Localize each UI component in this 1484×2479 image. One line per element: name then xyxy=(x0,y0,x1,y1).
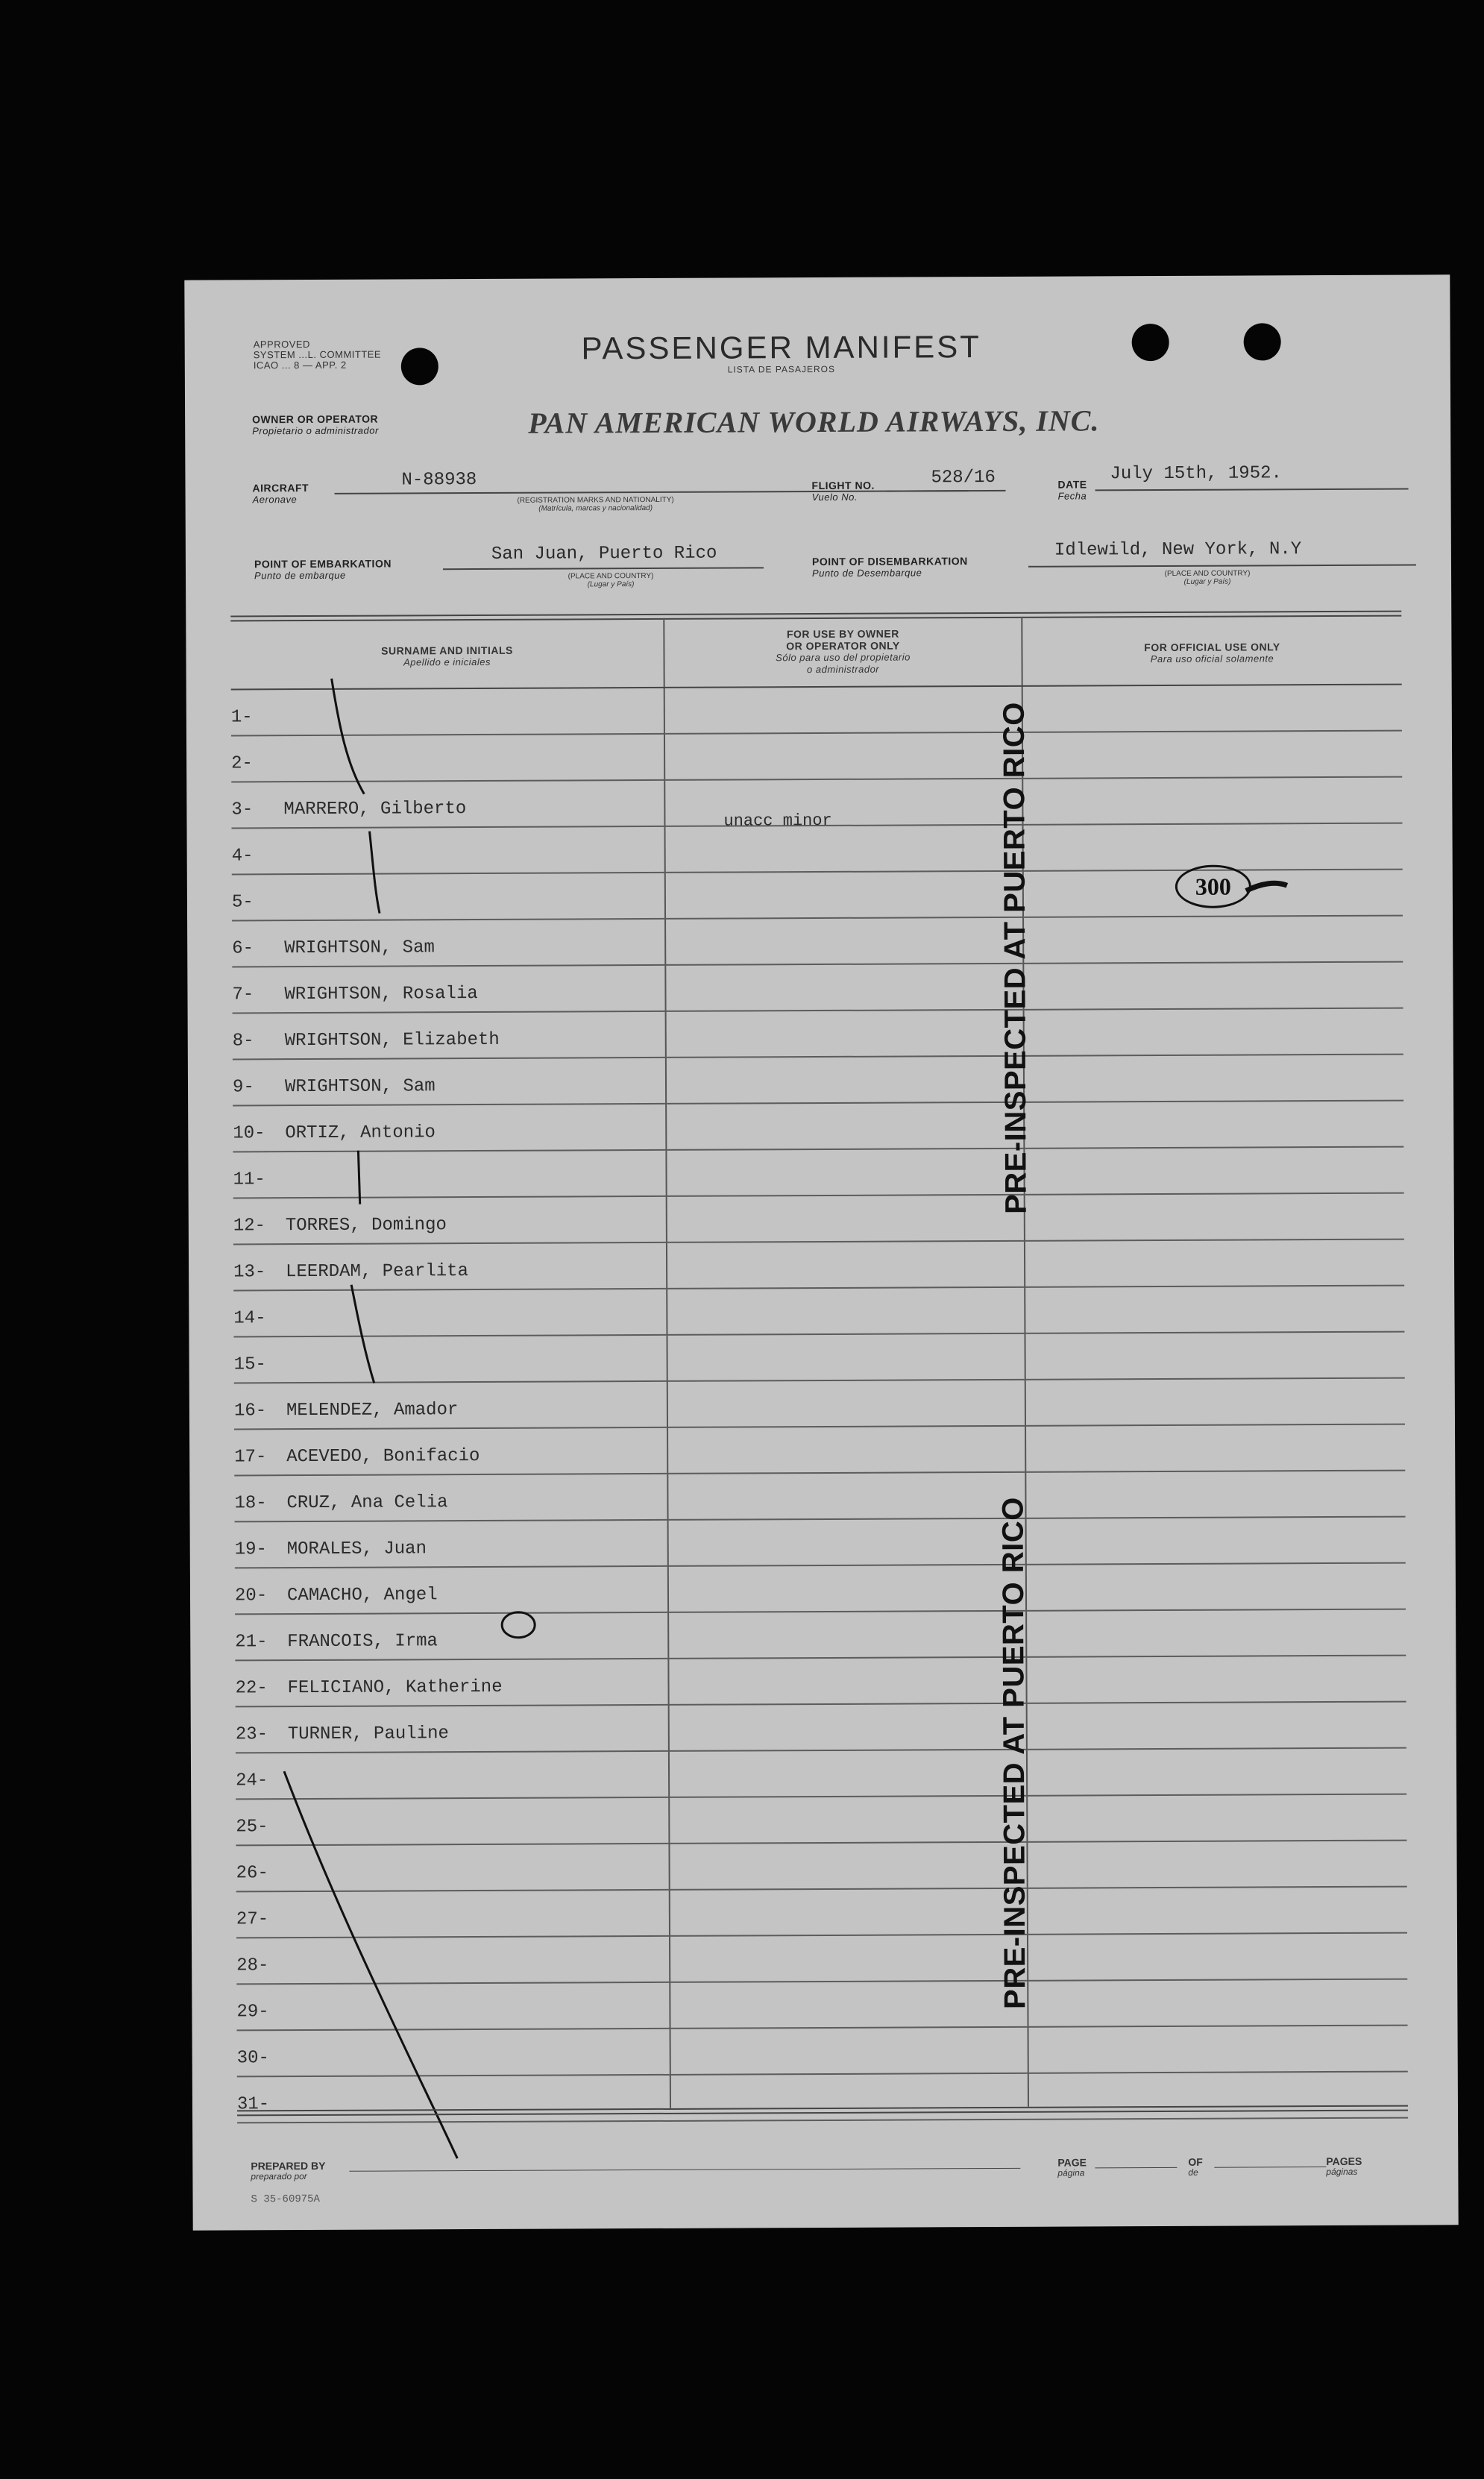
circled-official-number: 300 xyxy=(1175,864,1251,908)
pen-markings xyxy=(184,274,1458,2230)
row-number: 21- xyxy=(235,1632,268,1653)
row-number: 7- xyxy=(232,984,254,1005)
row-number: 26- xyxy=(236,1863,268,1884)
row-number: 23- xyxy=(235,1724,268,1745)
column-head-surname-en: SURNAME AND INITIALS xyxy=(381,644,513,657)
embark-label-es: Punto de embarque xyxy=(254,569,346,582)
row-number: 4- xyxy=(231,846,254,867)
document-subtitle: LISTA DE PASAJEROS xyxy=(727,363,835,375)
row-number: 22- xyxy=(235,1678,268,1699)
row-number: 15- xyxy=(233,1354,266,1375)
pages-label xyxy=(1326,2156,1362,2177)
row-number: 12- xyxy=(233,1216,266,1237)
row-number: 20- xyxy=(234,1586,268,1606)
of-label-es: de xyxy=(1188,2167,1198,2178)
embark-caption-en: (PLACE AND COUNTRY) xyxy=(567,571,654,581)
passenger-name: ACEVEDO, Bonifacio xyxy=(286,1446,480,1468)
disembark-label-en: POINT OF DISEMBARKATION xyxy=(811,555,968,568)
flight-label-en: FLIGHT NO. xyxy=(811,479,875,492)
date-label-en: DATE xyxy=(1057,478,1087,491)
passenger-name: TORRES, Domingo xyxy=(285,1215,447,1237)
aircraft-value: N-88938 xyxy=(401,470,477,491)
of-label-en: OF xyxy=(1188,2155,1203,2168)
row-number: 2- xyxy=(231,753,254,774)
preinspected-stamp-upper: PRE-INSPECTED AT PUERTO RICO xyxy=(997,702,1033,1214)
manifest-page xyxy=(184,274,1458,2230)
passenger-name: MELENDEZ, Amador xyxy=(286,1400,459,1421)
row-number: 14- xyxy=(233,1308,266,1329)
column-head-owner-use-es-2: o administrador xyxy=(806,663,880,676)
form-number: S 35-60975A xyxy=(251,2193,320,2206)
aircraft-caption-es: (Matrícula, marcas y nacionalidad) xyxy=(538,503,653,513)
row-number: 30- xyxy=(236,2048,269,2069)
passenger-name: WRIGHTSON, Sam xyxy=(284,1076,436,1098)
row-number: 16- xyxy=(233,1401,267,1421)
of-label xyxy=(1188,2157,1203,2178)
passenger-name: TURNER, Pauline xyxy=(287,1724,449,1745)
passenger-name: WRIGHTSON, Rosalia xyxy=(284,984,478,1005)
owner-value: PAN AMERICAN WORLD AIRWAYS, INC. xyxy=(528,403,1100,440)
row-number: 6- xyxy=(232,938,254,959)
column-head-surname-es: Apellido e iniciales xyxy=(403,656,491,668)
owner-label-en: OWNER OR OPERATOR xyxy=(252,412,379,426)
date-label-es: Fecha xyxy=(1057,490,1087,502)
row-number: 24- xyxy=(236,1771,268,1791)
aircraft-label-es: Aeronave xyxy=(252,494,298,506)
owner-label-es: Propietario o administrador xyxy=(252,424,379,437)
pen-stroke-row-11 xyxy=(358,1151,359,1204)
pen-stroke-rows-4-5 xyxy=(370,832,380,914)
passenger-name: CRUZ, Ana Celia xyxy=(286,1492,448,1514)
pen-circle-row-21 xyxy=(502,1612,535,1638)
disembark-value: Idlewild, New York, N.Y xyxy=(1054,539,1302,561)
disembark-caption-en: (PLACE AND COUNTRY) xyxy=(1164,569,1251,578)
row-number: 5- xyxy=(231,892,254,913)
passenger-name: MARRERO, Gilberto xyxy=(283,799,467,820)
pen-stroke-rows-14-15 xyxy=(351,1285,374,1383)
pen-stroke-rows-1-2 xyxy=(332,679,365,794)
passenger-name: MORALES, Juan xyxy=(286,1539,427,1560)
row-number: 17- xyxy=(234,1447,267,1468)
date-value: July 15th, 1952. xyxy=(1110,463,1282,485)
column-head-official-use-en: FOR OFFICIAL USE ONLY xyxy=(1144,641,1280,654)
approval-line-3: ICAO ... 8 — APP. 2 xyxy=(253,359,347,371)
row-number: 29- xyxy=(236,2002,269,2023)
pages-label-es: páginas xyxy=(1326,2166,1358,2178)
page-label-en: PAGE xyxy=(1057,2156,1087,2169)
passenger-name: LEERDAM, Pearlita xyxy=(286,1261,469,1283)
row-number: 3- xyxy=(231,799,254,820)
column-head-owner-use-es-1: Sólo para uso del propietario xyxy=(776,651,911,664)
document-title: PASSENGER MANIFEST xyxy=(581,329,981,366)
aircraft-caption-en: (REGISTRATION MARKS AND NATIONALITY) xyxy=(517,495,674,505)
passenger-name: FELICIANO, Katherine xyxy=(287,1677,503,1699)
flight-value: 528/16 xyxy=(931,467,996,488)
page-label-es: página xyxy=(1057,2167,1085,2178)
row-number: 18- xyxy=(234,1493,267,1514)
row-number: 13- xyxy=(233,1262,266,1283)
column-head-owner-use-2: OR OPERATOR ONLY xyxy=(786,639,900,653)
row-number: 8- xyxy=(232,1031,254,1052)
column-head-official-use-es: Para uso oficial solamente xyxy=(1150,653,1274,665)
preinspected-stamp-lower: PRE-INSPECTED AT PUERTO RICO xyxy=(996,1497,1032,2009)
approval-line-1: APPROVED xyxy=(253,338,310,351)
embark-value: San Juan, Puerto Rico xyxy=(491,543,717,565)
disembark-label-es: Punto de Desembarque xyxy=(811,567,922,579)
pen-stroke-rows-24-31 xyxy=(284,1771,457,2159)
prepared-by-es: preparado por xyxy=(251,2171,307,2182)
page-label xyxy=(1057,2157,1087,2178)
owner-note: unacc minor xyxy=(723,811,832,831)
pen-smudge-circled-number xyxy=(1246,883,1287,890)
row-number: 1- xyxy=(230,707,253,728)
passenger-name: WRIGHTSON, Elizabeth xyxy=(284,1029,500,1052)
row-number: 9- xyxy=(232,1077,254,1098)
column-head-owner-use-1: FOR USE BY OWNER xyxy=(786,627,899,641)
passenger-name: CAMACHO, Angel xyxy=(286,1585,438,1606)
disembark-caption-es: (Lugar y País) xyxy=(1183,577,1231,586)
aircraft-label-en: AIRCRAFT xyxy=(252,481,309,494)
passenger-name: ORTIZ, Antonio xyxy=(285,1122,436,1144)
flight-label-es: Vuelo No. xyxy=(811,491,858,503)
row-number: 19- xyxy=(234,1539,268,1560)
row-number: 11- xyxy=(233,1169,265,1190)
passenger-name: WRIGHTSON, Sam xyxy=(284,937,435,959)
embark-caption-es: (Lugar y País) xyxy=(587,580,635,589)
prepared-by-label xyxy=(251,2161,325,2181)
row-number: 10- xyxy=(233,1123,265,1144)
pages-label-en: PAGES xyxy=(1326,2155,1362,2168)
row-number: 25- xyxy=(236,1817,268,1838)
embark-label-en: POINT OF EMBARKATION xyxy=(254,557,392,571)
row-number: 31- xyxy=(236,2094,270,2115)
row-number: 27- xyxy=(236,1909,269,1930)
row-number: 28- xyxy=(236,1955,269,1976)
prepared-by-en: PREPARED BY xyxy=(251,2159,326,2172)
approval-line-2: SYSTEM ...L. COMMITTEE xyxy=(253,348,382,361)
passenger-name: FRANCOIS, Irma xyxy=(287,1631,438,1653)
